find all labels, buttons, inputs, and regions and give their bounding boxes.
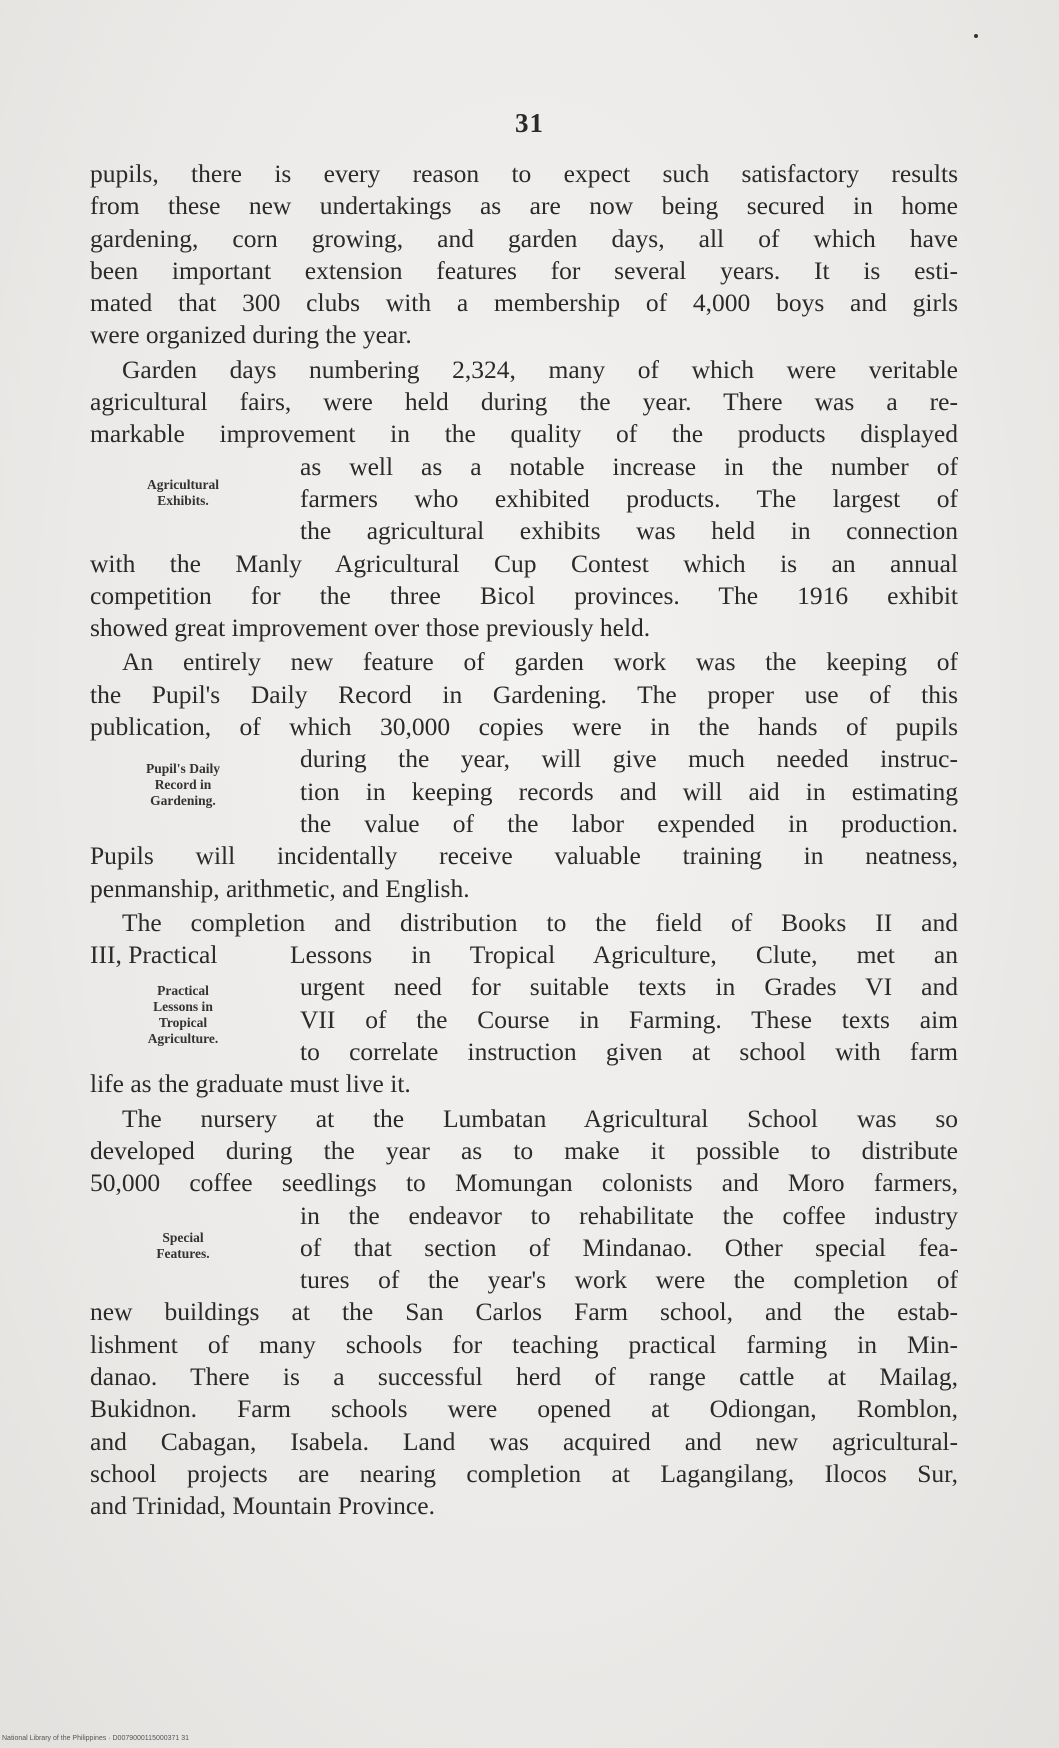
margin-note-practical-lessons: Practical Lessons in Tropical Agriculture.: [147, 983, 219, 1047]
text-line: from these new undertakings as are now being secured in home: [90, 191, 958, 221]
text-line: of that section of Mindanao. Other special fea-: [300, 1232, 958, 1262]
text-line: VII of the Course in Farming. These texts aim: [300, 1004, 958, 1034]
body-text: [90, 158, 958, 1524]
text-line: An entirely new feature of garden work was the keeping of: [122, 647, 958, 677]
text-line: urgent need for suitable texts in Grades VI and: [300, 972, 958, 1002]
text-line: life as the graduate must live it.: [90, 1069, 411, 1099]
text-line: The nursery at the Lumbatan Agricultural School was so: [122, 1103, 958, 1133]
text-line: tures of the year's work were the completion of: [300, 1265, 958, 1295]
text-line: 50,000 coffee seedlings to Momungan colonists and Moro farmers,: [90, 1168, 958, 1198]
text-line: to correlate instruction given at school with farm: [300, 1037, 958, 1067]
text-line: new buildings at the San Carlos Farm school, and the estab-: [90, 1297, 958, 1327]
text-line: publication, of which 30,000 copies were in the hands of pupils: [90, 712, 958, 742]
text-line: school projects are nearing completion at Lagangilang, Ilocos Sur,: [90, 1458, 958, 1488]
margin-note-special-features: Special Features.: [156, 1229, 210, 1261]
sidenote-block: [90, 939, 958, 1068]
paragraph-5: [90, 1103, 958, 1523]
margin-note-agricultural-exhibits: Agricultural Exhibits.: [147, 476, 219, 508]
text-line: markable improvement in the quality of the products displayed: [90, 419, 958, 449]
text-line: competition for the three Bicol provinces. The 1916 exhibit: [90, 580, 958, 610]
text-line: gardening, corn growing, and garden days, all of which have: [90, 223, 958, 253]
scan-footer: National Library of the Philippines · D0079000115000371 31: [2, 1735, 190, 1742]
text-line: showed great improvement over those previously held.: [90, 613, 651, 643]
text-line: danao. There is a successful herd of range cattle at Mailag,: [90, 1361, 958, 1391]
text-line: the Pupil's Daily Record in Gardening. The proper use of this: [90, 679, 958, 709]
text-line: as well as a notable increase in the number of: [300, 451, 958, 481]
text-line: pupils, there is every reason to expect such satisfactory results: [90, 159, 958, 188]
sidenote-block: [90, 743, 958, 840]
text-line-prefix: III, Practical: [90, 940, 218, 970]
text-line: The completion and distribution to the field of Books II and: [122, 907, 958, 937]
text-line: were organized during the year.: [90, 320, 412, 350]
text-line: and Cabagan, Isabela. Land was acquired and new agricultural-: [90, 1426, 958, 1456]
text-line: and Trinidad, Mountain Province.: [90, 1491, 435, 1521]
text-line: the agricultural exhibits was held in connection: [300, 516, 958, 546]
page-number: 31: [515, 108, 544, 138]
speck-mark: [974, 34, 978, 38]
text-line: been important extension features for several years. It is esti-: [90, 255, 958, 285]
text-line: in the endeavor to rehabilitate the coffee industry: [300, 1200, 958, 1230]
paragraph-2: [90, 354, 958, 645]
text-line: Lessons in Tropical Agriculture, Clute, met an: [290, 940, 958, 970]
text-line: tion in keeping records and will aid in estimating: [300, 776, 958, 806]
text-line: the value of the labor expended in production.: [300, 808, 958, 838]
text-line: developed during the year as to make it possible to distribute: [90, 1135, 958, 1165]
paragraph-3: [90, 646, 958, 904]
sidenote-block: [90, 1200, 958, 1297]
sidenote-block: [90, 451, 958, 548]
text-line: Garden days numbering 2,324, many of which were veritable: [122, 354, 958, 384]
text-line: penmanship, arithmetic, and English.: [90, 873, 470, 903]
text-line: mated that 300 clubs with a membership of 4,000 boys and girls: [90, 288, 958, 318]
text-line: Pupils will incidentally receive valuable training in neatness,: [90, 841, 958, 871]
margin-note-pupils-daily-record: Pupil's Daily Record in Gardening.: [146, 761, 220, 809]
text-line: with the Manly Agricultural Cup Contest which is an annual: [90, 548, 958, 578]
paragraph-4: [90, 907, 958, 1101]
text-line: agricultural fairs, were held during the year. There was a re-: [90, 387, 958, 417]
text-line: Bukidnon. Farm schools were opened at Odiongan, Romblon,: [90, 1394, 958, 1424]
paragraph-1: [90, 158, 958, 352]
text-line: lishment of many schools for teaching practical farming in Min-: [90, 1329, 958, 1359]
text-line: farmers who exhibited products. The largest of: [300, 483, 958, 513]
text-line: during the year, will give much needed instruc-: [300, 744, 958, 774]
